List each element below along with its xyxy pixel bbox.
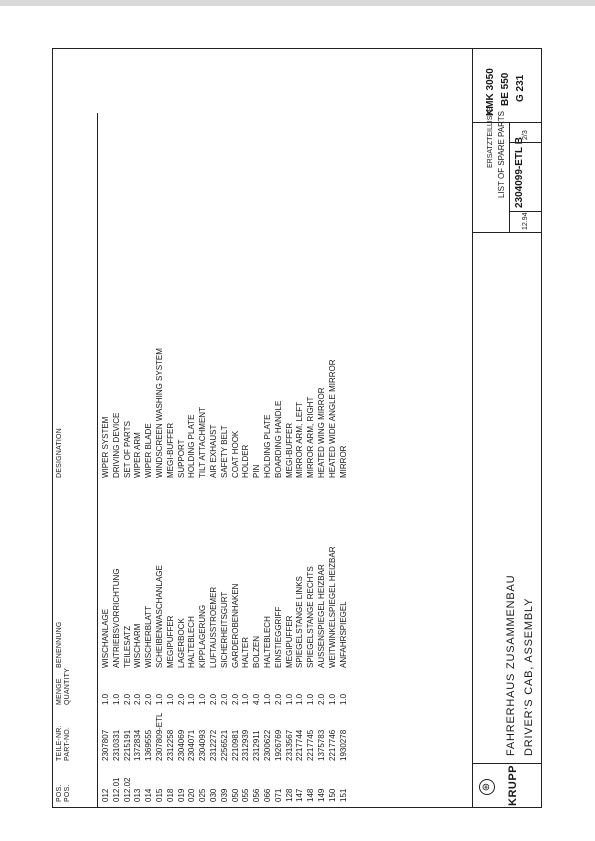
german-name-cell: TEILESATZ	[122, 625, 132, 668]
german-name-cell: AUSSENSPIEGEL HEIZBAR	[317, 564, 326, 668]
title-german: FAHRERHAUS ZUSAMMENBAU	[505, 574, 517, 756]
pos-cell: 150	[327, 788, 337, 802]
german-name-cell: KIPPLAGERUNG	[198, 604, 208, 668]
designation-cell: WINDSCREEN WASHING SYSTEM	[155, 348, 164, 478]
quantity-cell: 1.0	[338, 693, 348, 705]
col-header-designation: DESIGNATION	[56, 428, 63, 478]
part-number-cell: 1926769	[273, 729, 283, 761]
quantity-cell: 2.0	[209, 693, 218, 705]
model-be: BE 550	[500, 72, 511, 106]
pos-cell: 148	[306, 788, 316, 802]
table-row	[209, 108, 219, 808]
designation-cell: HOLDER	[241, 444, 251, 478]
german-name-cell: SPIEGELSTANGE LINKS	[295, 576, 305, 668]
german-name-cell: WEITWINKELSPIEGEL HEIZBAR	[327, 546, 337, 668]
designation-cell: BOARDING HANDLE	[273, 400, 283, 478]
part-number-cell: 2304071	[187, 729, 197, 761]
pos-cell: 055	[241, 788, 251, 802]
quantity-cell: 1.0	[198, 693, 208, 705]
part-number-cell: 2217746	[327, 729, 337, 761]
pos-cell: 128	[284, 788, 294, 802]
german-name-cell: SPIEGELSTANGE RECHTS	[306, 566, 316, 668]
pos-cell: 014	[144, 788, 154, 802]
quantity-cell: 2.0	[317, 693, 326, 705]
col-header-pos: POS. POS.	[56, 784, 71, 802]
list-title-english: LIST OF SPARE PARTS	[497, 111, 506, 198]
table-row	[123, 108, 133, 808]
logo-cell	[473, 763, 542, 808]
part-number-cell: 1369555	[144, 729, 154, 761]
quantity-cell: 1.0	[284, 693, 294, 705]
part-number-cell: 2217745	[306, 729, 316, 761]
designation-cell: HEATED WIDE ANGLE MIRROR	[327, 359, 337, 478]
issue-date: 12.94	[522, 212, 529, 230]
table-row	[317, 108, 327, 808]
designation-cell: WIPER ARM	[133, 432, 143, 478]
german-name-cell: SICHERHEITSGURT	[219, 591, 229, 668]
part-number-cell: 2210981	[230, 729, 240, 761]
quantity-cell: 1.0	[327, 693, 337, 705]
designation-cell: WIPER SYSTEM	[101, 416, 110, 478]
document-number: 2304099-ETL B	[514, 137, 525, 208]
table-row	[198, 108, 208, 808]
part-number-cell: 2312911	[252, 730, 262, 761]
divider-model	[473, 122, 542, 123]
table-row	[133, 108, 143, 808]
designation-cell: PIN	[252, 464, 262, 478]
designation-cell: SET OF PARTS	[122, 421, 132, 478]
part-number-cell: 1930278	[338, 729, 348, 761]
quantity-cell: 1.0	[241, 693, 251, 705]
part-number-cell: 1372834	[133, 729, 143, 761]
designation-cell: MEGI-BUFFER	[165, 422, 175, 478]
krupp-rings-logo-icon: ⊛	[479, 779, 495, 795]
table-row	[166, 108, 176, 808]
part-number-cell: 2300622	[263, 729, 272, 761]
part-number-cell: 2304069	[176, 729, 186, 761]
designation-cell: SAFETY BELT	[219, 425, 229, 478]
part-number-cell: 2256521	[219, 729, 229, 761]
part-number-cell: 2312258	[165, 729, 175, 761]
german-name-cell: ANFAHRSPIEGEL	[338, 601, 348, 668]
designation-cell: WIPER BLADE	[144, 423, 154, 478]
designation-cell: MIRROR	[338, 445, 348, 478]
designation-cell: MEGI-BUFFER	[284, 422, 294, 478]
pos-cell: 147	[295, 788, 305, 802]
table-row	[112, 108, 122, 808]
table-row	[144, 108, 154, 808]
list-title-german: ERSATZTEILLISTE	[487, 106, 494, 168]
designation-cell: MIRROR ARM, LEFT	[295, 401, 305, 478]
quantity-cell: 1.0	[187, 693, 197, 705]
part-number-cell: 2310331	[111, 729, 121, 761]
quantity-cell: 2.0	[133, 693, 143, 705]
quantity-cell: 2.0	[273, 693, 283, 705]
pos-cell: 020	[187, 788, 197, 802]
list-divider	[509, 123, 510, 233]
quantity-cell: 1.0	[111, 693, 121, 705]
part-number-cell: 2304093	[198, 729, 208, 761]
table-row	[328, 108, 338, 808]
date-divider	[509, 211, 542, 212]
designation-cell: MIRROR ARM, RIGHT	[306, 396, 316, 478]
pos-cell: 151	[338, 788, 348, 802]
german-name-cell: HALTER	[241, 637, 251, 668]
designation-cell: DRIVING DEVICE	[111, 412, 121, 478]
quantity-cell: 1.0	[165, 693, 175, 705]
pos-cell: 030	[209, 788, 218, 802]
pos-cell: 039	[219, 788, 229, 802]
quantity-cell: 1.0	[101, 693, 110, 705]
sheet-divider	[509, 142, 542, 143]
german-name-cell: MEGIPUFFER	[165, 615, 175, 668]
pos-cell: 025	[198, 788, 208, 802]
pos-cell: 013	[133, 788, 143, 802]
table-row	[295, 108, 305, 808]
part-number-cell: 2312272	[209, 729, 218, 761]
german-name-cell: MEGIPUFFER	[284, 615, 294, 668]
quantity-cell: 2.0	[230, 693, 240, 705]
table-row	[306, 108, 316, 808]
german-name-cell: HALTEBLECH	[263, 616, 272, 668]
pos-cell: 018	[165, 788, 175, 802]
col-header-benennung: BENENNUNG	[56, 621, 63, 668]
table-row	[285, 108, 295, 808]
table-row	[263, 108, 273, 808]
header-divider	[97, 113, 98, 808]
table-row	[274, 108, 284, 808]
table-row	[252, 108, 262, 808]
german-name-cell: LAGERBOCK	[176, 618, 186, 668]
brand-name: KRUPP	[507, 764, 519, 806]
quantity-cell: 1.0	[295, 693, 305, 705]
pos-cell: 071	[273, 788, 283, 802]
part-number-cell: 2307807	[101, 729, 110, 761]
part-number-cell: 2215191	[122, 729, 132, 761]
model-kmk: KMK 3050	[485, 68, 496, 116]
german-name-cell: WISCHERBLATT	[144, 605, 154, 668]
quantity-cell: 1.0	[306, 693, 316, 705]
table-row	[220, 108, 230, 808]
table-row	[155, 108, 165, 808]
part-number-cell: 2313567	[284, 729, 294, 761]
designation-cell: AIR EXHAUST	[209, 424, 218, 478]
table-row	[231, 108, 241, 808]
quantity-cell: 1.0	[155, 693, 164, 705]
pos-cell: 012.01	[111, 777, 121, 802]
part-number-cell: 2312939	[241, 729, 251, 761]
quantity-cell: 2.0	[122, 693, 132, 705]
german-name-cell: HALTEBLECH	[187, 616, 197, 668]
german-name-cell: EINSTIEGGRIFF	[273, 606, 283, 668]
table-row	[187, 108, 197, 808]
pos-cell: 056	[252, 788, 262, 802]
designation-cell: TILT ATTACHMENT	[198, 407, 208, 478]
table-row	[241, 108, 251, 808]
german-name-cell: WISCHANLAGE	[101, 608, 110, 668]
designation-cell: HEATED WING MIRROR	[317, 387, 326, 478]
sheet-number: 2/3	[522, 130, 529, 140]
quantity-cell: 2.0	[176, 693, 186, 705]
german-name-cell: LUFTAUSSTROEMER	[209, 586, 218, 668]
model-g: G 231	[515, 74, 526, 102]
designation-cell: SUPPORT	[176, 439, 186, 478]
quantity-cell: 2.0	[219, 693, 229, 705]
german-name-cell: ANTRIEBSVORRICHTUNG	[111, 568, 121, 668]
german-name-cell: GARDEROBENHAKEN	[230, 583, 240, 668]
pos-cell: 050	[230, 788, 240, 802]
pos-cell: 015	[155, 788, 164, 802]
part-number-cell: 2307809-ETL	[155, 712, 164, 761]
german-name-cell: WISCHARM	[133, 623, 143, 668]
pos-cell: 012	[101, 788, 110, 802]
table-row	[101, 108, 111, 808]
rotated-page	[52, 48, 542, 808]
designation-cell: HOLDING PLATE	[187, 414, 197, 478]
pos-cell: 019	[176, 788, 186, 802]
pos-cell: 012.02	[122, 777, 132, 802]
german-name-cell: SCHEIBENWASCHANLAGE	[155, 565, 164, 668]
quantity-cell: 4.0	[252, 693, 262, 705]
table-row	[177, 108, 187, 808]
part-number-cell: 1375783	[317, 729, 326, 761]
pos-cell: 149	[317, 788, 326, 802]
title-english: DRIVER'S CAB, ASSEMBLY	[523, 597, 535, 756]
part-number-cell: 2217744	[295, 729, 305, 761]
german-name-cell: BOLZEN	[252, 635, 262, 668]
quantity-cell: 2.0	[144, 693, 154, 705]
title-block	[472, 48, 543, 808]
col-header-part-no: TEILE-NR. PART-NO.	[56, 725, 71, 761]
pos-cell: 066	[263, 788, 272, 802]
designation-cell: HOLDING PLATE	[263, 414, 272, 478]
quantity-cell: 1.0	[263, 693, 272, 705]
col-header-quantity: MENGE QUANTITY	[56, 668, 71, 705]
table-row	[339, 108, 349, 808]
designation-cell: COAT HOOK	[230, 430, 240, 478]
divider-list	[473, 232, 542, 233]
